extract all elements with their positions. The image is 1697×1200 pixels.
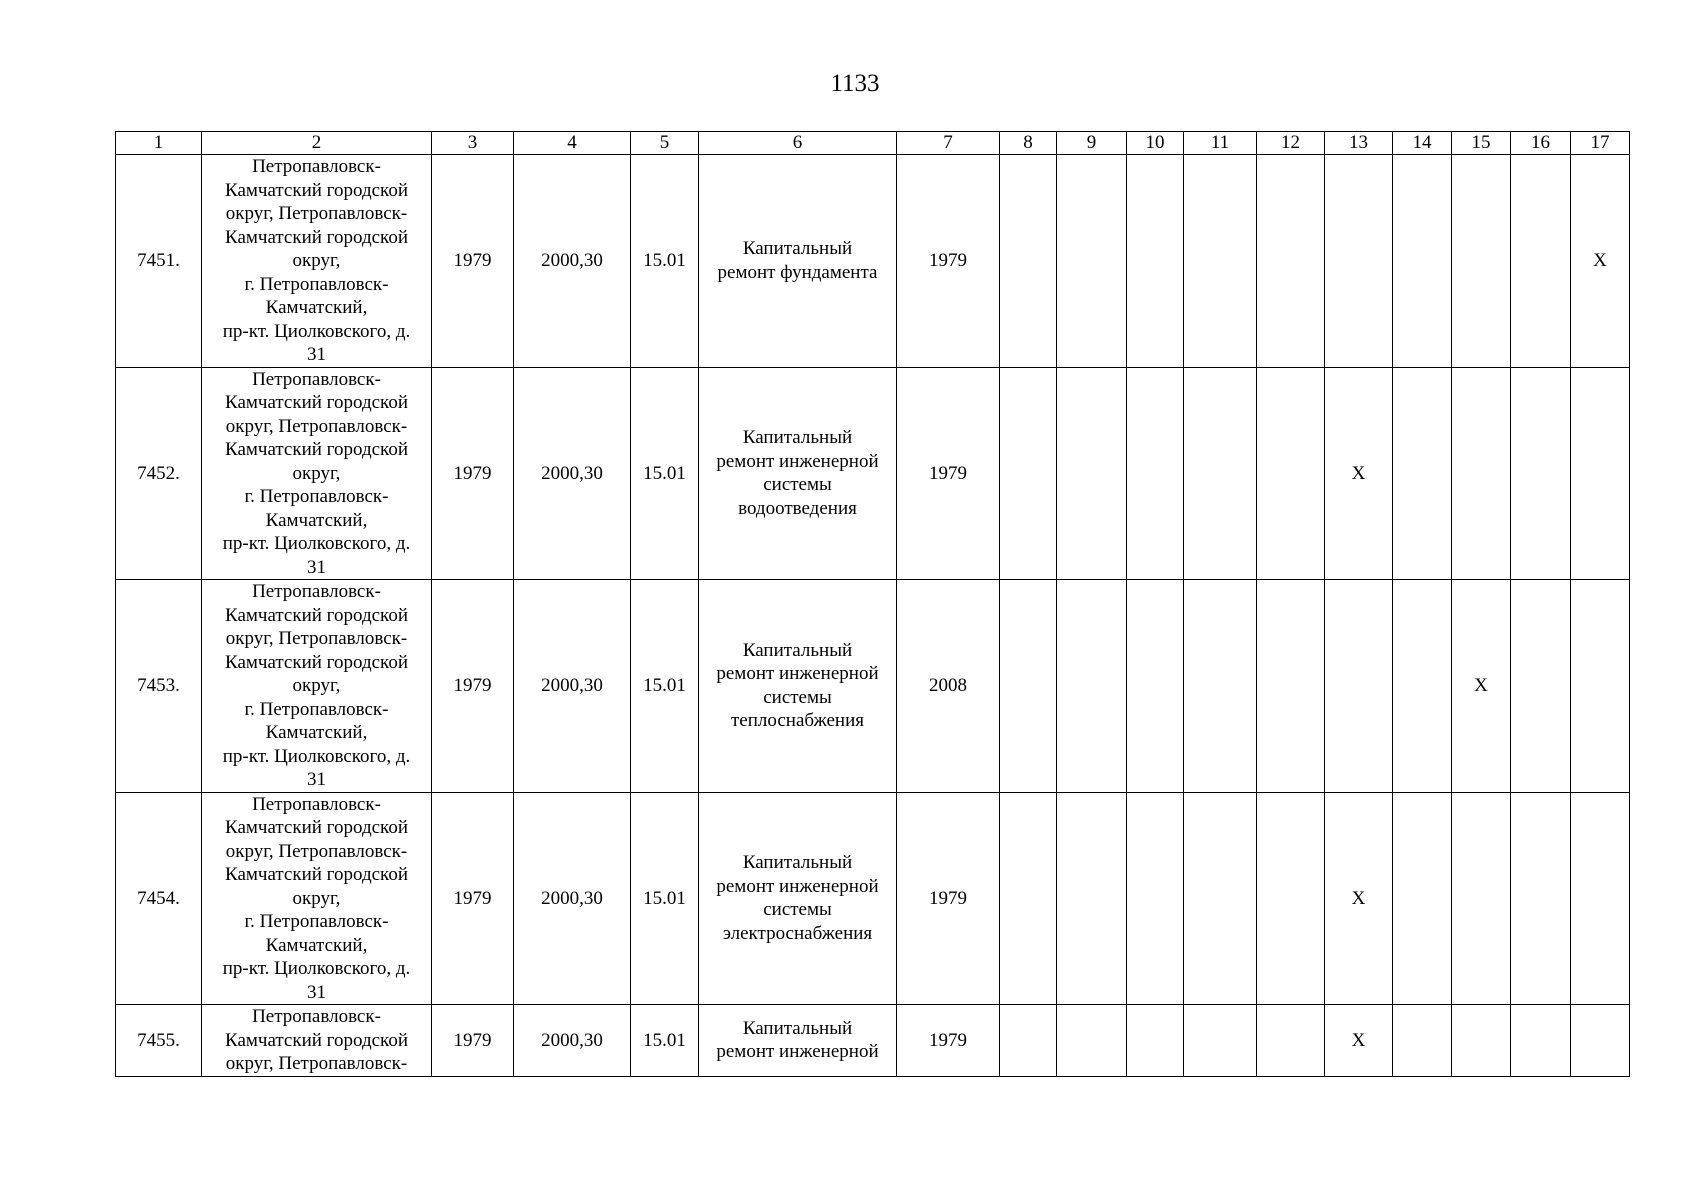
mark-cell — [1057, 792, 1127, 1005]
column-number: 16 — [1511, 132, 1571, 155]
mark-cell: X — [1325, 792, 1393, 1005]
code-cell: 15.01 — [631, 792, 699, 1005]
mark-cell — [1571, 792, 1630, 1005]
code-cell: 15.01 — [631, 155, 699, 368]
column-number: 1 — [116, 132, 202, 155]
mark-cell — [1057, 155, 1127, 368]
mark-cell — [1393, 792, 1452, 1005]
address-cell: Петропавловск- Камчатский городской округ, Петропавловск- Камчатский городской округ, г. Петропавловск- Камчатский, пр-кт. Циолковского, д. 31 — [202, 155, 432, 368]
column-number: 2 — [202, 132, 432, 155]
area-cell: 2000,30 — [514, 155, 631, 368]
table-row — [116, 1005, 1630, 1077]
mark-cell — [1393, 367, 1452, 580]
area-cell: 2000,30 — [514, 580, 631, 793]
column-number: 4 — [514, 132, 631, 155]
area-cell: 2000,30 — [514, 792, 631, 1005]
mark-cell: X — [1571, 155, 1630, 368]
mark-cell — [1000, 367, 1057, 580]
mark-cell — [1325, 155, 1393, 368]
column-number: 8 — [1000, 132, 1057, 155]
column-number-row — [116, 132, 1630, 155]
row-number: 7452. — [116, 367, 202, 580]
area-cell: 2000,30 — [514, 367, 631, 580]
row-number: 7455. — [116, 1005, 202, 1077]
mark-cell — [1127, 155, 1184, 368]
mark-cell — [1393, 155, 1452, 368]
table-row — [116, 580, 1630, 793]
address-cell: Петропавловск- Камчатский городской округ, Петропавловск- — [202, 1005, 432, 1077]
mark-cell — [1452, 1005, 1511, 1077]
last-repair-year-cell: 2008 — [897, 580, 1000, 793]
mark-cell — [1127, 367, 1184, 580]
build-year-cell: 1979 — [432, 367, 514, 580]
column-number: 3 — [432, 132, 514, 155]
work-type-cell: Капитальный ремонт инженерной системы электроснабжения — [699, 792, 897, 1005]
page-number: 1133 — [830, 70, 880, 97]
last-repair-year-cell: 1979 — [897, 367, 1000, 580]
mark-cell: X — [1325, 367, 1393, 580]
mark-cell — [1393, 580, 1452, 793]
mark-cell — [1511, 1005, 1571, 1077]
last-repair-year-cell: 1979 — [897, 155, 1000, 368]
column-number: 5 — [631, 132, 699, 155]
last-repair-year-cell: 1979 — [897, 792, 1000, 1005]
table-body — [116, 132, 1630, 1077]
column-number: 6 — [699, 132, 897, 155]
mark-cell — [1511, 367, 1571, 580]
mark-cell — [1184, 1005, 1257, 1077]
mark-cell — [1000, 580, 1057, 793]
column-number: 13 — [1325, 132, 1393, 155]
mark-cell — [1511, 580, 1571, 793]
mark-cell — [1257, 580, 1325, 793]
mark-cell — [1057, 1005, 1127, 1077]
table-row — [116, 155, 1630, 368]
mark-cell — [1571, 1005, 1630, 1077]
table-row — [116, 367, 1630, 580]
address-cell: Петропавловск- Камчатский городской округ, Петропавловск- Камчатский городской округ, г. Петропавловск- Камчатский, пр-кт. Циолковского, д. 31 — [202, 792, 432, 1005]
mark-cell — [1127, 580, 1184, 793]
build-year-cell: 1979 — [432, 792, 514, 1005]
mark-cell: X — [1452, 580, 1511, 793]
column-number: 11 — [1184, 132, 1257, 155]
column-number: 15 — [1452, 132, 1511, 155]
address-cell: Петропавловск- Камчатский городской округ, Петропавловск- Камчатский городской округ, г. Петропавловск- Камчатский, пр-кт. Циолковского, д. 31 — [202, 367, 432, 580]
address-cell: Петропавловск- Камчатский городской округ, Петропавловск- Камчатский городской округ, г. Петропавловск- Камчатский, пр-кт. Циолковского, д. 31 — [202, 580, 432, 793]
mark-cell — [1127, 792, 1184, 1005]
mark-cell — [1571, 580, 1630, 793]
mark-cell — [1000, 792, 1057, 1005]
column-number: 9 — [1057, 132, 1127, 155]
last-repair-year-cell: 1979 — [897, 1005, 1000, 1077]
mark-cell — [1127, 1005, 1184, 1077]
row-number: 7453. — [116, 580, 202, 793]
row-number: 7454. — [116, 792, 202, 1005]
column-number: 12 — [1257, 132, 1325, 155]
work-type-cell: Капитальный ремонт инженерной системы водоотведения — [699, 367, 897, 580]
mark-cell — [1571, 367, 1630, 580]
row-number: 7451. — [116, 155, 202, 368]
mark-cell — [1452, 155, 1511, 368]
registry-table — [115, 131, 1630, 1077]
area-cell: 2000,30 — [514, 1005, 631, 1077]
mark-cell — [1452, 367, 1511, 580]
mark-cell — [1257, 367, 1325, 580]
mark-cell — [1393, 1005, 1452, 1077]
mark-cell — [1057, 367, 1127, 580]
code-cell: 15.01 — [631, 1005, 699, 1077]
work-type-cell: Капитальный ремонт инженерной — [699, 1005, 897, 1077]
column-number: 10 — [1127, 132, 1184, 155]
column-number: 14 — [1393, 132, 1452, 155]
mark-cell — [1511, 155, 1571, 368]
mark-cell: X — [1325, 1005, 1393, 1077]
table-row — [116, 792, 1630, 1005]
mark-cell — [1325, 580, 1393, 793]
mark-cell — [1257, 792, 1325, 1005]
mark-cell — [1511, 792, 1571, 1005]
build-year-cell: 1979 — [432, 1005, 514, 1077]
mark-cell — [1452, 792, 1511, 1005]
work-type-cell: Капитальный ремонт инженерной системы теплоснабжения — [699, 580, 897, 793]
column-number: 7 — [897, 132, 1000, 155]
mark-cell — [1257, 155, 1325, 368]
work-type-cell: Капитальный ремонт фундамента — [699, 155, 897, 368]
mark-cell — [1184, 367, 1257, 580]
build-year-cell: 1979 — [432, 580, 514, 793]
mark-cell — [1000, 1005, 1057, 1077]
mark-cell — [1257, 1005, 1325, 1077]
code-cell: 15.01 — [631, 580, 699, 793]
mark-cell — [1057, 580, 1127, 793]
mark-cell — [1184, 792, 1257, 1005]
mark-cell — [1184, 155, 1257, 368]
build-year-cell: 1979 — [432, 155, 514, 368]
mark-cell — [1000, 155, 1057, 368]
code-cell: 15.01 — [631, 367, 699, 580]
mark-cell — [1184, 580, 1257, 793]
column-number: 17 — [1571, 132, 1630, 155]
